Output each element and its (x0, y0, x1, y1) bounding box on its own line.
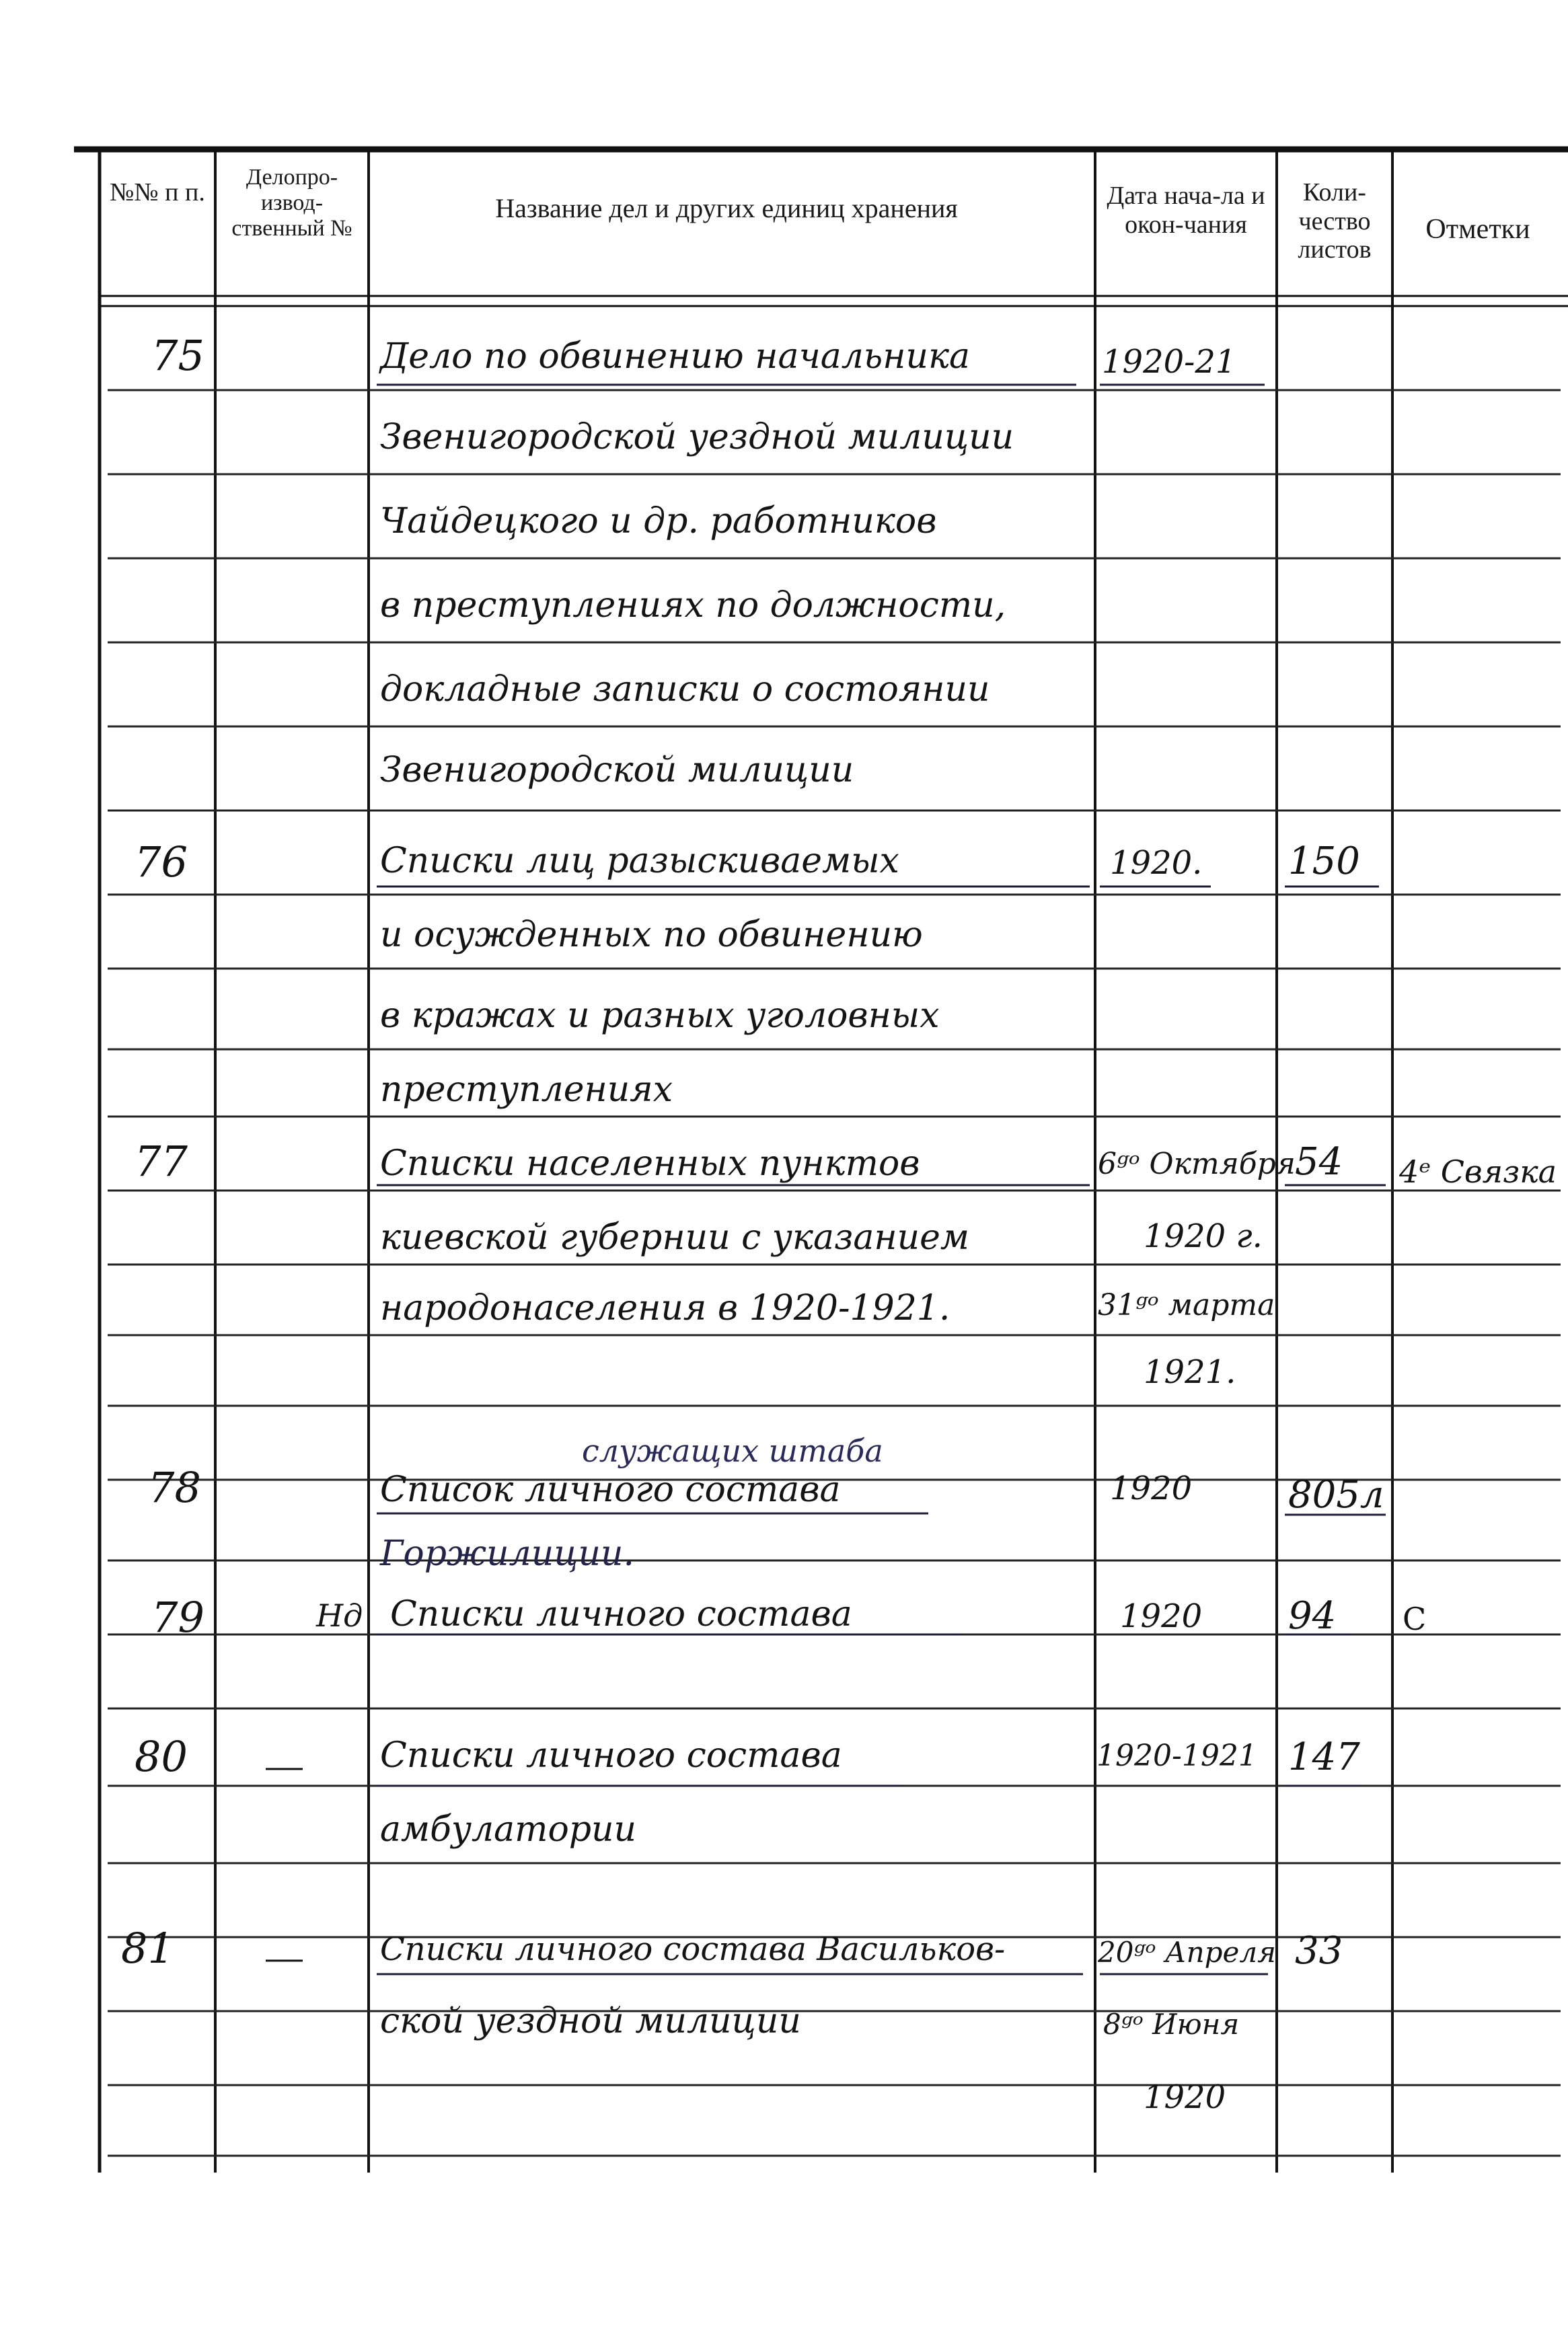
title-line: Списки личного состава (380, 1735, 842, 1776)
row-number: 75 (151, 331, 204, 380)
title-line: преступлениях (380, 1069, 673, 1110)
title-line: в кражах и разных уголовных (380, 995, 940, 1036)
title-line: ской уездной милиции (380, 2001, 801, 2041)
title-line: народонаселения в 1920-1921. (380, 1288, 950, 1328)
title-line: Списки личного состава Васильков- (380, 1930, 1006, 1968)
date-end: 8ᵍᵒ Июня (1103, 2008, 1240, 2041)
title-line: Чайдецкого и др. работников (380, 501, 937, 541)
title-line: и осужденных по обвинению (380, 915, 923, 955)
sheet-count: 805л (1288, 1473, 1384, 1517)
row-number: 81 (121, 1924, 174, 1973)
header-notes: Отметки (1425, 214, 1530, 245)
date-range: 1920 (1120, 1597, 1203, 1635)
title-line: докладные записки о состоянии (380, 669, 990, 710)
sheet-count: 54 (1295, 1140, 1343, 1184)
title-line: Списки населенных пунктов (380, 1143, 920, 1184)
header-office-number: Делопро-извод-ственный № (231, 165, 352, 241)
title-line: Звенигородской милиции (380, 750, 854, 790)
sheet-count: 94 (1288, 1594, 1337, 1638)
row-number: 80 (135, 1732, 188, 1781)
inserted-correction: служащих штаба (582, 1433, 883, 1469)
sheet-count: 33 (1295, 1929, 1343, 1973)
title-line: Списки лиц разыскиваемых (380, 841, 899, 881)
title-line: в преступлениях по должности, (380, 585, 1006, 626)
date-start: 6ᵍᵒ Октября (1098, 1147, 1296, 1181)
row-number: 78 (148, 1463, 201, 1512)
date-end: 31ᵍᵒ марта (1098, 1288, 1275, 1322)
title-line: амбулатории (380, 1809, 637, 1850)
date-start: 20ᵍᵒ Апреля (1098, 1936, 1276, 1969)
row-number: 76 (135, 837, 188, 887)
title-line: киевской губернии с указанием (380, 1217, 969, 1258)
note: С (1403, 1601, 1427, 1637)
note: 4ᵉ Связка (1399, 1154, 1557, 1190)
date-range: 1920-21 (1102, 343, 1236, 381)
header-count: Коли-чество листов (1298, 178, 1372, 264)
title-line: Список личного состава (380, 1470, 841, 1510)
sheet-count: 147 (1288, 1735, 1360, 1779)
header-dates: Дата нача-ла и окон-чания (1107, 182, 1265, 239)
row-number: 77 (135, 1137, 188, 1186)
date-range: 1920 (1110, 1470, 1193, 1507)
date-end-year: 1921. (1144, 1353, 1236, 1391)
date-end-year: 1920 (1144, 2078, 1226, 2116)
title-line: Горжилиции. (380, 1534, 635, 1574)
row-number: 79 (151, 1593, 204, 1642)
title-line: Дело по обвинению начальника (380, 336, 971, 377)
date-range: 1920. (1110, 844, 1203, 882)
sheet-count: 150 (1288, 839, 1360, 883)
title-line: Звенигородской уездной милиции (380, 417, 1014, 457)
date-start-year: 1920 г. (1144, 1217, 1263, 1255)
title-line: Списки личного состава (390, 1594, 852, 1634)
header-title: Название дел и других единиц хранения (495, 193, 958, 223)
header-num: №№ п п. (110, 178, 205, 206)
date-range: 1920-1921 (1096, 1739, 1257, 1773)
office-number: Нд (316, 1597, 363, 1634)
